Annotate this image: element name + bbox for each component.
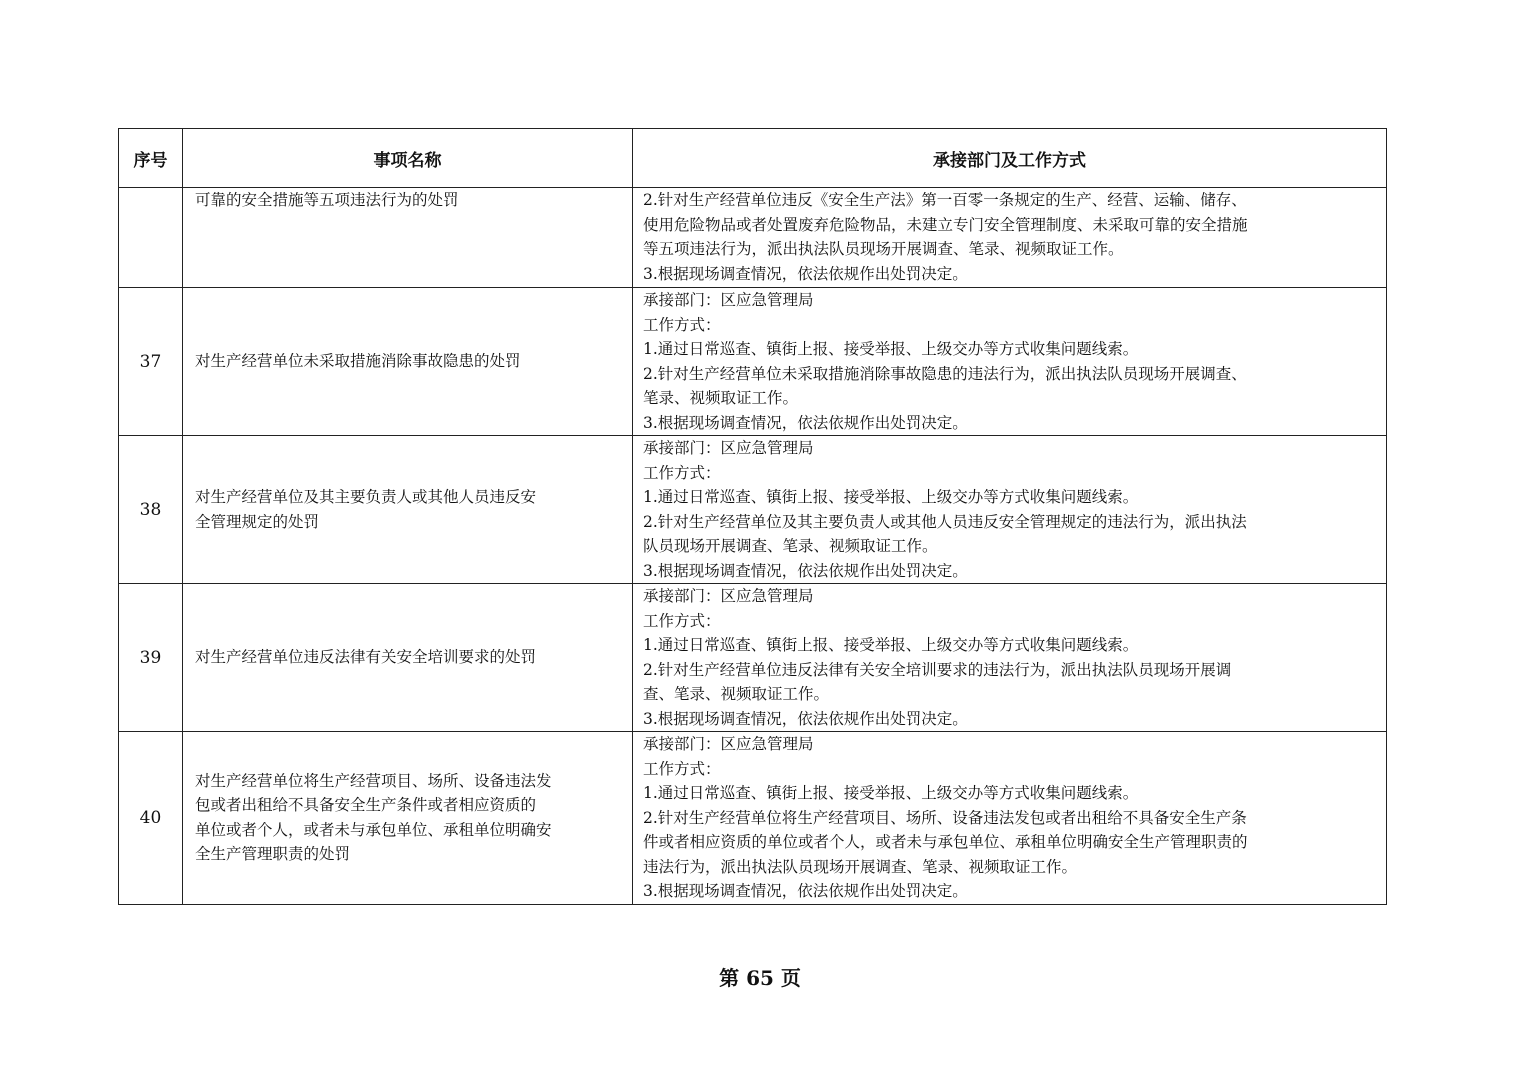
item-line: 对生产经营单位将生产经营项目、场所、设备违法发 xyxy=(195,771,552,790)
row-item-name xyxy=(183,288,633,436)
method-line: 工作方式： xyxy=(643,759,721,778)
method-line: 2.针对生产经营单位违反法律有关安全培训要求的违法行为，派出执法队员现场开展调 xyxy=(643,660,1232,679)
method-line: 承接部门：区应急管理局 xyxy=(643,587,814,605)
row-department-method xyxy=(633,584,1387,732)
method-line: 3.根据现场调查情况，依法依规作出处罚决定。 xyxy=(643,561,968,580)
row-number: 37 xyxy=(119,288,183,436)
method-line: 2.针对生产经营单位及其主要负责人或其他人员违反安全管理规定的违法行为，派出执法 xyxy=(643,512,1247,531)
item-line: 可靠的安全措施等五项违法行为的处罚 xyxy=(195,191,459,209)
item-line: 全生产管理职责的处罚 xyxy=(195,845,351,864)
row-number: 38 xyxy=(119,436,183,584)
method-line: 笔录、视频取证工作。 xyxy=(643,389,799,407)
header-item-name: 事项名称 xyxy=(183,129,633,188)
method-line: 队员现场开展调查、笔录、视频取证工作。 xyxy=(643,537,938,555)
row-department-method xyxy=(633,732,1387,905)
item-line: 单位或者个人，或者未与承包单位、承租单位明确安 xyxy=(195,820,552,839)
penalty-items-table xyxy=(118,128,1387,905)
method-line: 3.根据现场调查情况，依法依规作出处罚决定。 xyxy=(643,413,968,432)
method-line: 等五项违法行为，派出执法队员现场开展调查、笔录、视频取证工作。 xyxy=(643,240,1124,258)
method-line: 件或者相应资质的单位或者个人，或者未与承包单位、承租单位明确安全生产管理职责的 xyxy=(643,833,1248,851)
header-number: 序号 xyxy=(119,129,183,188)
table-row xyxy=(119,436,1387,584)
row-item-name xyxy=(183,188,633,288)
method-line: 使用危险物品或者处置废弃危险物品，未建立专门安全管理制度、未采取可靠的安全措施 xyxy=(643,215,1248,234)
table-row xyxy=(119,584,1387,732)
item-line: 全管理规定的处罚 xyxy=(195,512,320,531)
item-line: 包或者出租给不具备安全生产条件或者相应资质的 xyxy=(195,796,537,815)
row-department-method xyxy=(633,436,1387,584)
method-line: 违法行为，派出执法队员现场开展调查、笔录、视频取证工作。 xyxy=(643,857,1078,876)
method-line: 工作方式： xyxy=(643,463,721,482)
method-line: 承接部门：区应急管理局 xyxy=(643,439,814,457)
item-line: 对生产经营单位未采取措施消除事故隐患的处罚 xyxy=(195,352,521,371)
method-line: 2.针对生产经营单位未采取措施消除事故隐患的违法行为，派出执法队员现场开展调查、 xyxy=(643,364,1247,383)
method-line: 工作方式： xyxy=(643,611,721,630)
table-header-row xyxy=(119,129,1387,188)
row-item-name xyxy=(183,584,633,732)
item-line: 对生产经营单位及其主要负责人或其他人员违反安 xyxy=(195,488,537,506)
method-line: 工作方式： xyxy=(643,315,721,334)
page-number: 第 65 页 xyxy=(719,966,801,990)
method-line: 查、笔录、视频取证工作。 xyxy=(643,685,830,703)
method-line: 2.针对生产经营单位违反《安全生产法》第一百零一条规定的生产、经营、运输、储存、 xyxy=(643,191,1247,209)
item-line: 对生产经营单位违反法律有关安全培训要求的处罚 xyxy=(195,648,537,667)
row-number: 39 xyxy=(119,584,183,732)
row-item-name xyxy=(183,436,633,584)
method-line: 1.通过日常巡查、镇街上报、接受举报、上级交办等方式收集问题线索。 xyxy=(643,488,1139,506)
row-item-name xyxy=(183,732,633,905)
method-line: 3.根据现场调查情况，依法依规作出处罚决定。 xyxy=(643,709,968,728)
table-row xyxy=(119,188,1387,288)
row-number: 40 xyxy=(119,732,183,905)
row-department-method xyxy=(633,288,1387,436)
method-line: 2.针对生产经营单位将生产经营项目、场所、设备违法发包或者出租给不具备安全生产条 xyxy=(643,808,1247,827)
row-department-method xyxy=(633,188,1387,288)
method-line: 1.通过日常巡查、镇街上报、接受举报、上级交办等方式收集问题线索。 xyxy=(643,636,1139,654)
method-line: 3.根据现场调查情况，依法依规作出处罚决定。 xyxy=(643,882,968,900)
method-line: 3.根据现场调查情况，依法依规作出处罚决定。 xyxy=(643,264,968,283)
method-line: 承接部门：区应急管理局 xyxy=(643,291,814,309)
table-row xyxy=(119,732,1387,905)
method-line: 1.通过日常巡查、镇街上报、接受举报、上级交办等方式收集问题线索。 xyxy=(643,340,1139,358)
header-department-method: 承接部门及工作方式 xyxy=(633,129,1387,188)
table-row xyxy=(119,288,1387,436)
row-number xyxy=(119,188,183,288)
method-line: 1.通过日常巡查、镇街上报、接受举报、上级交办等方式收集问题线索。 xyxy=(643,784,1139,802)
method-line: 承接部门：区应急管理局 xyxy=(643,735,814,753)
